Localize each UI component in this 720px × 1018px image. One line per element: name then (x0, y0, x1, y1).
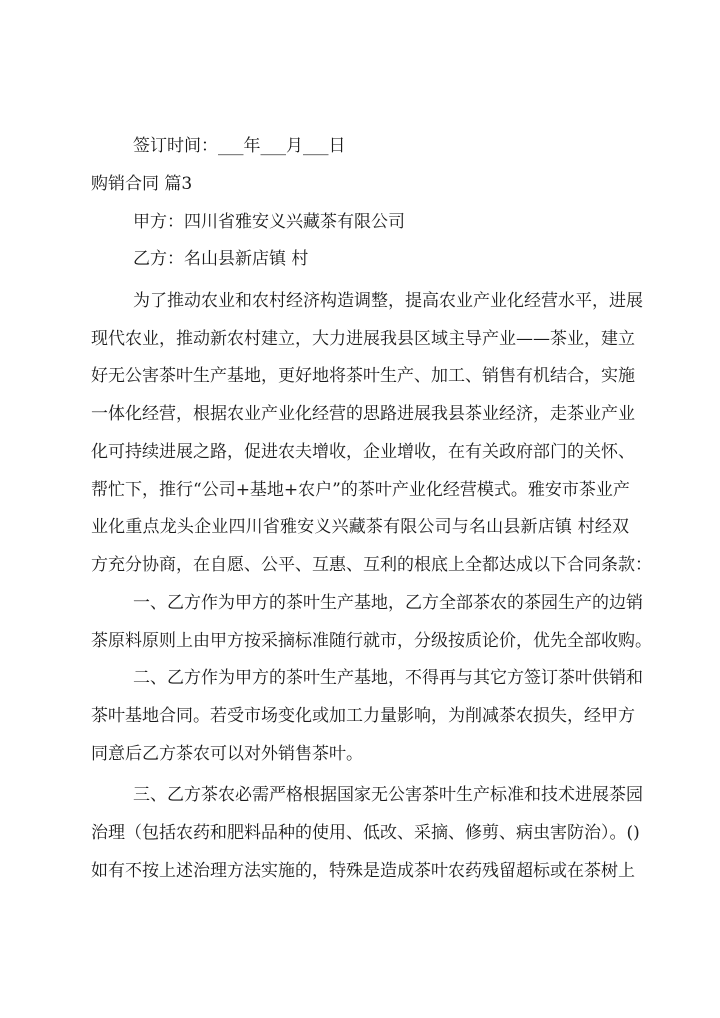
intro-line: 业化重点龙头企业四川省雅安义兴藏茶有限公司与名山县新店镇 村经双 (91, 517, 629, 537)
clause3-line: 三、乙方茶农必需严格根据国家无公害茶叶生产标准和技术进展茶园 (133, 785, 643, 805)
intro-line: 帮忙下，推行“公司+基地+农户”的茶叶产业化经营模式。雅安市茶业产 (91, 480, 630, 500)
clause2-line: 同意后乙方茶农可以对外销售茶叶。 (91, 744, 363, 764)
clause2-line: 茶叶基地合同。若受市场变化或加工力量影响，为削减茶农损失，经甲方 (91, 706, 635, 726)
signing-time: 签订时间：___年___月___日 (133, 136, 346, 156)
clause3-line: 治理（包括农药和肥料品种的使用、低改、采摘、修剪、病虫害防治）。() (91, 823, 640, 843)
intro-line: 方充分协商，在自愿、公平、互惠、互利的根底上全都达成以下合同条款： (91, 555, 652, 575)
clause3-line: 如有不按上述治理方法实施的，特殊是造成茶叶农药残留超标或在茶树上 (91, 861, 635, 881)
intro-line: 为了推动农业和农村经济构造调整，提高农业产业化经营水平，进展 (133, 291, 643, 311)
clause2-line: 二、乙方作为甲方的茶叶生产基地，不得再与其它方签订茶叶供销和 (133, 668, 643, 688)
party-b: 乙方：名山县新店镇 村 (133, 249, 309, 269)
party-a: 甲方：四川省雅安义兴藏茶有限公司 (133, 212, 405, 232)
clause1-line: 一、乙方作为甲方的茶叶生产基地，乙方全部茶农的茶园生产的边销 (133, 593, 643, 613)
intro-line: 好无公害茶叶生产基地，更好地将茶叶生产、加工、销售有机结合，实施 (91, 366, 635, 386)
intro-line: 现代农业，推动新农村建立，大力进展我县区域主导产业——茶业，建立 (91, 329, 635, 349)
section-title: 购销合同 篇3 (91, 174, 193, 194)
intro-line: 化可持续进展之路，促进农夫增收，企业增收，在有关政府部门的关怀、 (91, 442, 635, 462)
clause1-line: 茶原料原则上由甲方按采摘标准随行就市，分级按质论价，优先全部收购。 (91, 631, 652, 651)
intro-line: 一体化经营，根据农业产业化经营的思路进展我县茶业经济，走茶业产业 (91, 404, 635, 424)
